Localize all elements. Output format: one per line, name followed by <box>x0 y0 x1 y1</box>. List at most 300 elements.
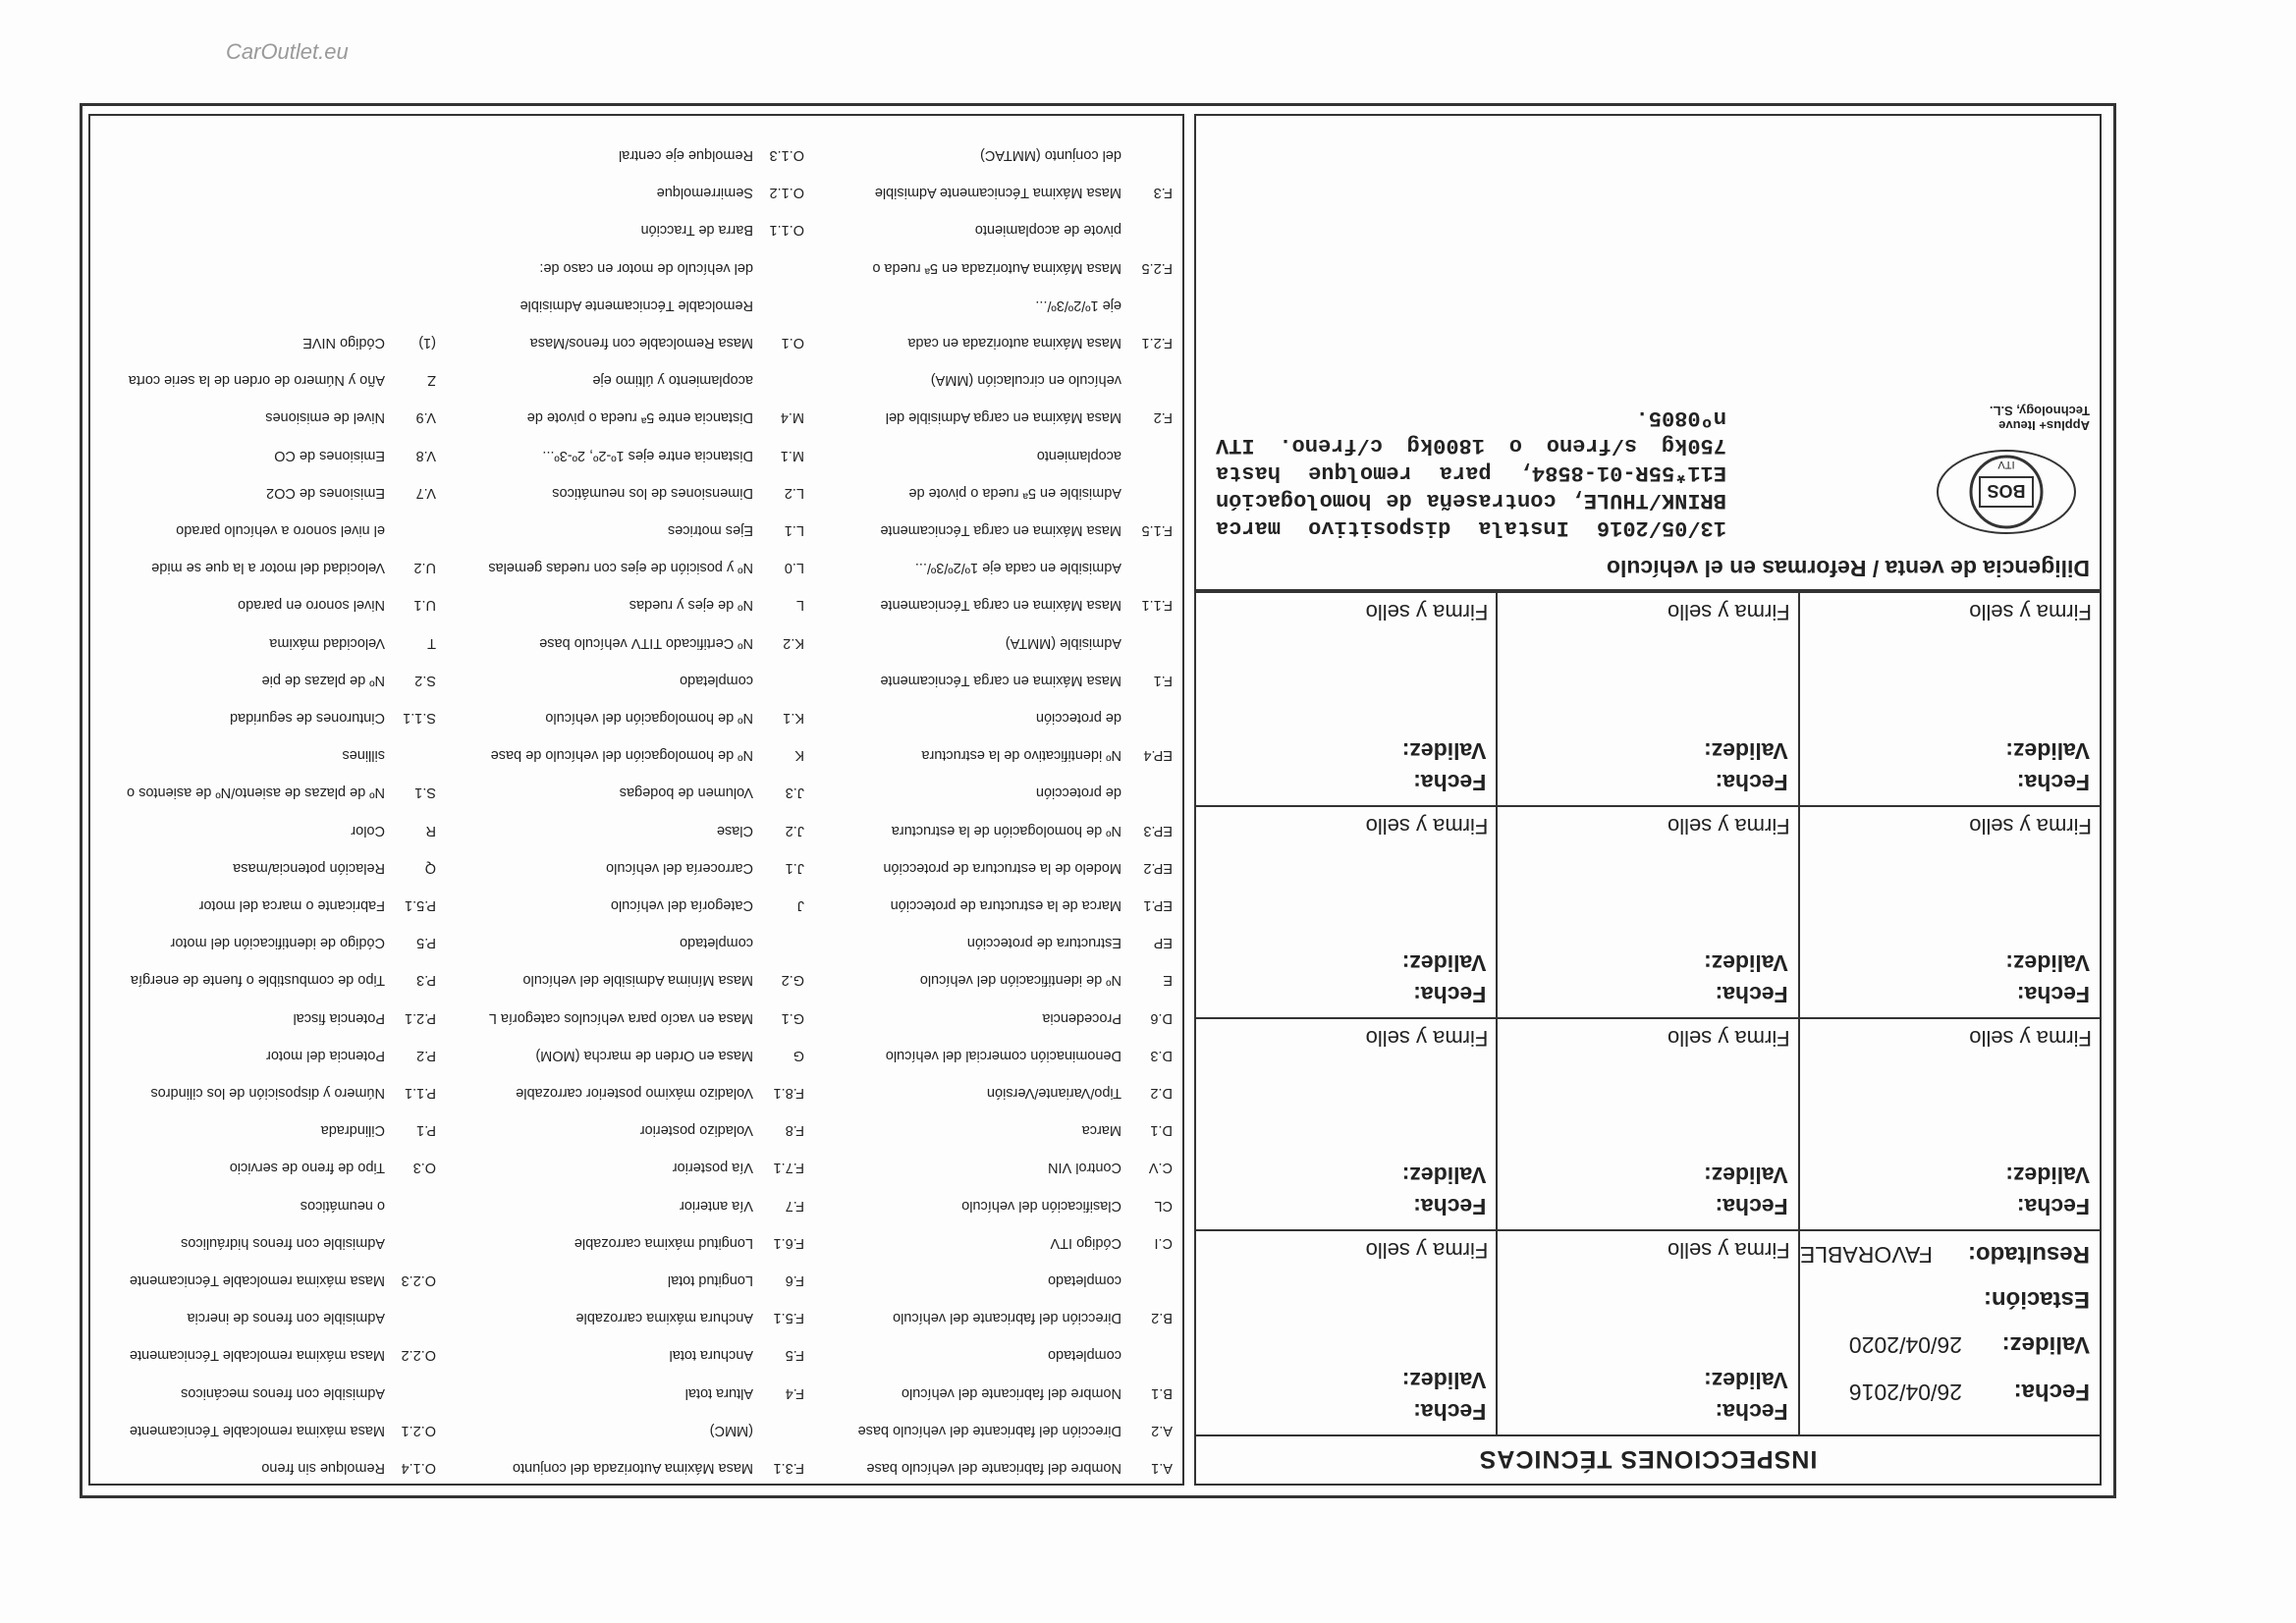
legend-field-code: G.1 <box>781 1009 804 1026</box>
legend-field-description: Ejes motrices <box>667 522 753 538</box>
validez-label: Validez: <box>1401 1368 1487 1393</box>
legend-field-code: L.1 <box>784 522 804 538</box>
legend-field-description: Admisible con frenos de inercia <box>187 1310 385 1326</box>
legend-field-code: G <box>793 1047 804 1063</box>
legend-field <box>530 335 804 351</box>
legend-field <box>294 1010 437 1026</box>
legend-field-code: P.5.1 <box>405 897 436 913</box>
legend-field <box>1042 1010 1173 1026</box>
legend-field-code: S.2 <box>414 672 436 688</box>
fecha-label: Fecha: <box>2016 982 2090 1007</box>
legend-field-description: Fabricante o marca del motor <box>198 897 385 913</box>
legend-field-code: K.2 <box>783 634 804 651</box>
legend-field-description: Procedencia <box>1042 1009 1121 1026</box>
legend-field-description: completado <box>1048 1272 1121 1288</box>
legend-field-description: Color <box>351 822 385 839</box>
legend-field <box>575 1310 804 1325</box>
legend-field-code: J.3 <box>785 784 804 801</box>
legend-field-code: P.3 <box>416 972 436 989</box>
legend-field <box>892 823 1173 839</box>
legend-field <box>238 597 436 613</box>
legend-field <box>130 1347 436 1363</box>
legend-field-description: Nº de homologación del vehículo de base <box>490 747 753 764</box>
legend-field <box>987 1085 1173 1101</box>
legend-field-description: (MMC) <box>709 1422 753 1438</box>
validez-value: 26/04/2020 <box>1848 1332 1962 1358</box>
legend-field <box>657 185 804 200</box>
legend-field <box>921 747 1173 763</box>
legend-field-description: Marca <box>1081 1122 1121 1139</box>
legend-field <box>131 972 436 988</box>
legend-field <box>1048 1347 1173 1363</box>
legend-field-code <box>1121 222 1173 238</box>
legend-field-description: Voladizo máximo posterior carrozable <box>516 1085 753 1101</box>
legend-field-description: Potencia del motor <box>266 1047 385 1063</box>
legend-field-description: Código ITV <box>1050 1234 1121 1251</box>
legend-field-code: F.7 <box>785 1197 804 1214</box>
legend-field-description: Admisible en 5ª rueda o pivote de <box>908 484 1121 501</box>
legend-field-code: P.5 <box>416 935 436 951</box>
legend-field <box>230 1160 436 1175</box>
legend-field-description: Tipo de combustible o fuente de energía <box>130 972 385 989</box>
legend-field-description: Cilindrada <box>320 1122 385 1139</box>
legend-field-description: Masa en vacío para vehículos categoría L <box>488 1009 753 1026</box>
legend-field <box>265 409 436 425</box>
stamp-text: BOS <box>1987 481 2026 501</box>
inspection-cell <box>1196 593 1496 805</box>
legend-field-description: Código de identificación del motor <box>170 935 385 951</box>
legend-field-description: acoplamiento y último eje <box>592 372 753 389</box>
legend-field-code: O.1.4 <box>401 1460 436 1476</box>
legend-field-code: A.1 <box>1151 1460 1173 1476</box>
legend-field <box>552 485 804 501</box>
legend-field <box>902 1385 1173 1401</box>
legend-field <box>886 1048 1173 1063</box>
legend-field-code: Q <box>424 859 436 876</box>
legend-field <box>641 222 804 238</box>
legend-field-code: S.1.1 <box>403 710 436 726</box>
legend-field-code: O.2.3 <box>401 1272 436 1288</box>
legend-field <box>858 1423 1173 1438</box>
legend-field <box>342 747 436 763</box>
inspection-cell <box>1496 1231 1797 1434</box>
legend-field-description: Velocidad máxima <box>269 634 385 651</box>
legend-field-code <box>1121 784 1173 800</box>
firma-sello-label: Firma y sello <box>1969 1026 2092 1051</box>
fecha-label: Fecha: <box>1715 982 1788 1007</box>
legend-field-code <box>1121 372 1173 388</box>
legend-field-description: Emisiones de CO2 <box>266 484 385 501</box>
firma-sello-label: Firma y sello <box>1365 1238 1489 1263</box>
validez-label: Validez: <box>1401 1163 1487 1188</box>
legend-field-description: Anchura máxima carrozable <box>575 1310 753 1326</box>
legend-field-description: Tipo/Variante/Versión <box>986 1085 1121 1101</box>
legend-field-description: Volumen de bodegas <box>619 784 753 801</box>
legend-field-description: Clase <box>716 822 753 839</box>
legend-field-description: Admisible con frenos hidráulicos <box>181 1234 385 1251</box>
legend-field-code: C.V <box>1148 1160 1173 1176</box>
legend-field-code: F.6.1 <box>773 1234 804 1251</box>
legend-field-code <box>1121 298 1173 313</box>
legend-field-description: Remolque eje central <box>618 147 753 163</box>
legend-field <box>685 1385 804 1401</box>
legend-field <box>668 522 804 538</box>
legend-field-description: Masa Máxima en carga Técnicamente <box>880 522 1121 538</box>
legend-field-description: Categoría del vehículo <box>610 897 753 913</box>
legend-field-description: Nº de plazas de asiento/Nº de asientos o <box>127 784 385 801</box>
legend-field <box>680 673 804 688</box>
legend-field-description: Masa Mínima Admisible del vehículo <box>522 972 753 989</box>
legend-field-code <box>753 1423 804 1438</box>
inspection-row-1 <box>1196 1229 2100 1434</box>
legend-field-code <box>1121 485 1173 501</box>
inspection-cell <box>1196 1019 1496 1229</box>
inspections-title: INSPECCIONES TÉCNICAS <box>1196 1434 2100 1484</box>
legend-field-code: EP.4 <box>1143 747 1173 764</box>
legend-field <box>542 448 804 463</box>
legend-field-description: el nivel sonoro a vehículo parado <box>176 522 385 538</box>
legend-field-description: Masa máxima remolcable Técnicamente <box>129 1272 385 1288</box>
legend-field-code: L.0 <box>784 560 804 576</box>
legend-field-description: Relación potencia/masa <box>233 859 385 876</box>
legend-field <box>199 897 436 913</box>
legend-field-code: O.2.2 <box>401 1347 436 1364</box>
legend-field-code: P.1.1 <box>405 1085 436 1101</box>
legend-field-code <box>385 1235 436 1251</box>
legend-field-code: EP <box>1153 935 1173 951</box>
legend-field-code: J.2 <box>785 822 804 839</box>
legend-field-description: pivote de acoplamiento <box>974 222 1121 239</box>
diligencia-text: 13/05/2016 Instala dispositivo marca BRINK/THULE, contraseña de homologación E11*55R-01-8584, para remolque hasta 750kg s/freno o 1800kg c/freno. ITV nº0805. <box>1216 406 1726 540</box>
firma-sello-label: Firma y sello <box>1667 600 1790 624</box>
legend-field-code <box>385 747 436 763</box>
fecha-label: Fecha: <box>1413 1194 1487 1219</box>
inspection-row-4 <box>1196 591 2100 805</box>
legend-field-description: Nº de homologación del vehículo <box>545 710 753 726</box>
legend-field-description: Nivel de emisiones <box>265 409 385 426</box>
legend-field-code <box>385 1385 436 1401</box>
legend-field-code: F.1.5 <box>1141 522 1173 538</box>
legend-field <box>181 1385 436 1401</box>
legend-field <box>1037 448 1173 463</box>
legend-field-code: V.7 <box>415 484 436 501</box>
legend-field-code <box>1121 1347 1173 1363</box>
legend-field <box>975 222 1173 238</box>
legend-field-description: Modelo de la estructura de protección <box>883 859 1121 876</box>
validez-label: Validez: <box>2005 1163 2090 1188</box>
legend-field-description: Voladizo posterior <box>639 1122 753 1139</box>
legend-field-description: Nombre del fabricante del vehículo <box>901 1384 1121 1401</box>
legend-field-description: completado <box>680 935 753 951</box>
legend-field-code <box>1121 560 1173 575</box>
legend-field-description: Anchura total <box>669 1347 753 1364</box>
legend-field <box>880 522 1173 538</box>
legend-field-code: U.1 <box>413 597 436 614</box>
legend-field-description: Vía posterior <box>672 1160 753 1176</box>
legend-field <box>539 260 804 276</box>
firma-sello-label: Firma y sello <box>1667 1026 1790 1051</box>
fecha-label: Fecha: <box>1715 1194 1788 1219</box>
legend-field-description: Tipo de freno de servicio <box>229 1160 385 1176</box>
legend-field <box>961 1198 1173 1214</box>
legend-field-code <box>753 372 804 388</box>
legend-field-description: Nº de homologación de la estructura <box>891 822 1121 839</box>
legend-field-code <box>1121 635 1173 651</box>
legend-field-code: B.2 <box>1151 1310 1173 1326</box>
legend-field <box>915 560 1173 575</box>
legend-field <box>535 1048 804 1063</box>
legend-field-description: Clasificación del vehículo <box>961 1197 1121 1214</box>
legend-field <box>1048 1160 1173 1175</box>
legend-field-code: S.1 <box>414 784 436 801</box>
legend-field <box>717 823 804 839</box>
legend-field-code: D.2 <box>1150 1085 1173 1101</box>
legend-field-description: Masa Máxima Autorizada del conjunto <box>512 1460 753 1476</box>
legend-field <box>171 935 436 950</box>
legend-field <box>491 747 804 763</box>
legend-field-description: Longitud máxima carrozable <box>574 1234 753 1251</box>
fecha-label: Fecha: <box>1413 1399 1487 1425</box>
inspection-cell <box>1798 1019 2100 1229</box>
legend-field-code: O.1.2 <box>769 185 804 201</box>
inspection-cell <box>1798 807 2100 1017</box>
legend-field-description: Control VIN <box>1048 1160 1121 1176</box>
legend-field <box>266 485 436 501</box>
inspections-panel <box>1194 114 2102 1486</box>
fecha-label: Fecha: <box>1413 982 1487 1007</box>
legend-field <box>150 1085 436 1101</box>
inspection-cell <box>1196 1231 1496 1434</box>
diligencia-title: Diligencia de venta / Reformas en el vehículo <box>1606 556 2090 581</box>
legend-field-description: Marca de la estructura de protección <box>890 897 1121 913</box>
legend-field-description: Distancia entre ejes 1º-2º, 2º-3º... <box>542 447 753 463</box>
legend-field-description: completado <box>1048 1347 1121 1364</box>
legend-field-code: EP.3 <box>1143 822 1173 839</box>
legend-field <box>866 1460 1173 1476</box>
legend-field <box>266 1048 436 1063</box>
legend-field <box>883 860 1173 876</box>
legend-field-description: de protección <box>1035 784 1121 801</box>
legend-field <box>321 1122 436 1138</box>
legend-field <box>301 1198 436 1214</box>
legend-field <box>539 635 804 651</box>
legend-field-description: Remolque sin freno <box>261 1460 385 1476</box>
legend-field <box>1006 635 1173 651</box>
firma-sello-label: Firma y sello <box>1365 1026 1489 1051</box>
legend-field-description: del vehículo de motor en caso de: <box>539 259 753 276</box>
legend-field-code: F.3.1 <box>773 1460 804 1476</box>
legend-field-description: Masa Máxima en carga Técnicamente <box>880 597 1121 614</box>
legend-field <box>640 1122 804 1138</box>
legend-field-description: Nombre del fabricante del vehículo base <box>866 1460 1121 1476</box>
legend-field <box>151 560 436 575</box>
legend-field-description: Semirremolque <box>656 185 753 201</box>
stamp-sub: ITV <box>1997 459 2015 470</box>
legend-field-code: O.1 <box>781 335 804 351</box>
legend-field-code <box>385 1310 436 1325</box>
legend-field <box>1035 298 1173 313</box>
legend-field <box>129 372 436 388</box>
legend-field-description: Masa Máxima en carga Admisible del <box>885 409 1121 426</box>
legend-field <box>875 185 1173 200</box>
legend-field-code: M.4 <box>780 409 804 426</box>
legend-field-description: Nº de identificación del vehículo <box>919 972 1121 989</box>
legend-field-code <box>385 522 436 538</box>
legend-field-code: CL <box>1154 1197 1173 1214</box>
validez-label: Validez: <box>2005 738 2090 764</box>
fecha-label: Fecha: <box>1715 770 1788 795</box>
legend-field-description: Nº de plazas de pie <box>261 672 385 688</box>
legend-field-description: Remolcable Técnicamente Admisible <box>519 297 753 313</box>
legend-field-code: O.1.1 <box>769 222 804 239</box>
legend-field-code: D.1 <box>1150 1122 1173 1139</box>
legend-field-description: Longitud total <box>667 1272 753 1288</box>
legend-field-code <box>753 673 804 688</box>
legend-field-code: T <box>427 634 436 651</box>
legend-field <box>710 1423 804 1438</box>
legend-field-code: G.2 <box>781 972 804 989</box>
legend-field-description: Cinturones de seguridad <box>230 710 385 726</box>
legend-field <box>1082 1122 1173 1138</box>
legend-field-code: V.8 <box>415 447 436 463</box>
legend-field-code: P.1 <box>416 1122 436 1139</box>
legend-field-description: Vía anterior <box>680 1197 753 1214</box>
legend-field-code: P.2.1 <box>405 1009 436 1026</box>
firma-sello-label: Firma y sello <box>1365 814 1489 839</box>
legend-field <box>967 935 1173 950</box>
legend-field-code: EP.2 <box>1143 859 1173 876</box>
legend-field <box>907 335 1173 351</box>
legend-field-description: Velocidad del motor a la que se mide <box>151 560 385 576</box>
inspection-row-3 <box>1196 805 2100 1017</box>
legend-field <box>233 860 436 876</box>
legend-field-description: Admisible con frenos mecánicos <box>181 1384 385 1401</box>
legend-field <box>127 784 436 800</box>
legend-field-code: R <box>425 822 436 839</box>
legend-field-code: F.2.1 <box>1141 335 1173 351</box>
validez-label: Validez: <box>1704 1163 1788 1188</box>
fecha-label: Fecha: <box>1715 1399 1788 1425</box>
legend-field-code: K.1 <box>783 710 804 726</box>
watermark-text: CarOutlet.eu <box>226 39 349 64</box>
legend-field-description: Nº de ejes y ruedas <box>629 597 753 614</box>
legend-field-code: F.8 <box>785 1122 804 1139</box>
legend-field-code: F.1.1 <box>1141 597 1173 614</box>
firma-sello-label: Firma y sello <box>1969 600 2092 624</box>
resultado-label: Resultado: <box>1967 1241 2090 1268</box>
legend-field <box>673 1160 804 1175</box>
legend-field-description: Masa en Orden de marcha (MOM) <box>535 1047 753 1063</box>
firma-sello-label: Firma y sello <box>1667 814 1790 839</box>
legend-field <box>680 1198 804 1214</box>
legend-field <box>1048 1272 1173 1288</box>
legend-field <box>261 1460 436 1476</box>
legend-field-description: Admisible (MMTA) <box>1005 634 1121 651</box>
inspection-cell <box>1496 807 1797 1017</box>
legend-field-code: M.1 <box>780 447 804 463</box>
legend-field <box>188 1310 437 1325</box>
inspection-cell <box>1496 1019 1797 1229</box>
legend-field-description: Barra de Tracción <box>640 222 753 239</box>
legend-field-code: K <box>794 747 804 764</box>
legend-field <box>893 1310 1173 1325</box>
legend-field-code: F.5.1 <box>773 1310 804 1326</box>
legend-field-code: J.1 <box>785 859 804 876</box>
legend-field <box>545 710 804 726</box>
legend-field-code <box>1121 710 1173 726</box>
stamp-caption: Applus+ Iteuve Technology, S.L. <box>1989 404 2090 433</box>
legend-field-code: L <box>795 597 804 614</box>
legend-field-code: F.2.5 <box>1141 259 1173 276</box>
legend-field-code: A.2 <box>1151 1422 1173 1438</box>
legend-field-description: Nivel sonoro en parado <box>238 597 385 614</box>
legend-field-description: del conjunto (MMTAC) <box>980 147 1121 163</box>
legend-field-description: o neumáticos <box>300 1197 385 1214</box>
legend-field-description: Emisiones de CO <box>274 447 385 463</box>
legend-field-description: Masa Remolcable con frenos/Masa <box>529 335 753 351</box>
legend-field <box>516 1085 804 1101</box>
legend-field <box>489 1010 804 1026</box>
legend-field-code: P.2 <box>416 1047 436 1063</box>
legend-field-code: F.8.1 <box>773 1085 804 1101</box>
validez-label: Validez: <box>1401 738 1487 764</box>
legend-field <box>1036 784 1173 800</box>
legend-field-code <box>1121 448 1173 463</box>
legend-field-description: Admisible en cada eje 1º/2º/3º/... <box>914 560 1121 576</box>
legend-field-code: D.3 <box>1150 1047 1173 1063</box>
fecha-label: Fecha: <box>2013 1379 2090 1405</box>
inspection-result-cell <box>1798 1231 2100 1434</box>
legend-field <box>592 372 804 388</box>
legend-field-code: O.3 <box>412 1160 436 1176</box>
fecha-value: 26/04/2016 <box>1848 1380 1962 1405</box>
legend-field <box>130 1272 436 1288</box>
legend-field-code: O.2.1 <box>401 1422 436 1438</box>
legend-field-code: O.1.3 <box>769 147 804 163</box>
legend-field-code: V.9 <box>415 409 436 426</box>
legend-field-code: F.3 <box>1153 185 1173 201</box>
legend-field-code: F.1 <box>1153 672 1173 688</box>
fecha-label: Fecha: <box>2016 770 2090 795</box>
legend-field-description: completado <box>680 672 753 688</box>
estacion-label: Estación: <box>1983 1286 2090 1313</box>
legend-field-code: E <box>1163 972 1173 989</box>
legend-field <box>931 372 1173 388</box>
legend-field-code <box>753 260 804 276</box>
legend-field <box>980 147 1173 163</box>
legend-field-description: vehículo en circulación (MMA) <box>930 372 1121 389</box>
legend-field-code: F.6 <box>785 1272 804 1288</box>
validez-label: Validez: <box>1401 950 1487 976</box>
legend-field-code: L.2 <box>784 484 804 501</box>
legend-field <box>1050 1235 1173 1251</box>
legend-field-description: Masa Máxima Autorizada en 5ª rueda o <box>872 259 1121 276</box>
legend-field-description: eje 1º/2º/3º/... <box>1035 297 1121 313</box>
legend-field <box>611 897 804 913</box>
legend-field-code: F.2 <box>1153 409 1173 426</box>
legend-field <box>527 409 804 425</box>
legend-field-code <box>753 298 804 313</box>
legend-field-description: Carrocería del vehículo <box>606 859 753 876</box>
legend-field-description: Masa máxima remolcable Técnicamente <box>129 1422 385 1438</box>
inspection-cell <box>1798 593 2100 805</box>
fecha-label: Fecha: <box>1413 770 1487 795</box>
legend-field <box>880 673 1173 688</box>
legend-field-description: Número y disposición de los cilindros <box>150 1085 385 1101</box>
legend-field-code: F.7.1 <box>773 1160 804 1176</box>
legend-field-code: Z <box>427 372 436 389</box>
legend-field-description: Nº y posición de ejes con ruedas gemelas <box>488 560 753 576</box>
